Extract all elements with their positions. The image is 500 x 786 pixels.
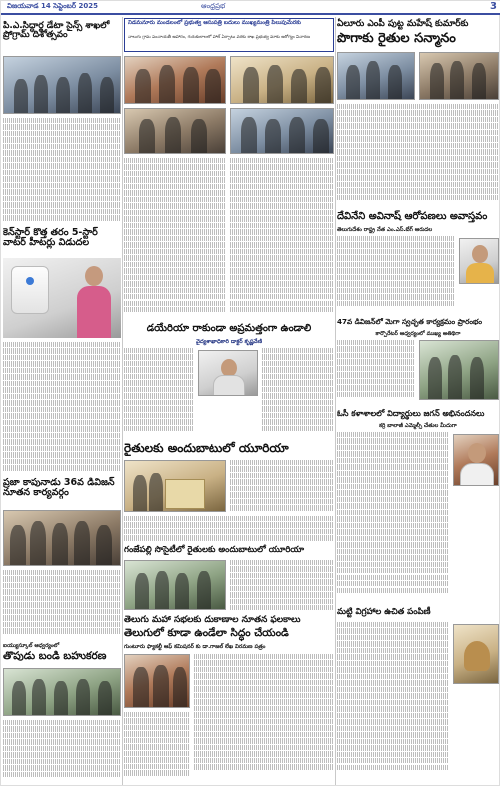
headline: దేవినేని అవినాష్ ఆరోపణలు అవాస్తవం [337, 211, 488, 222]
headline: ఏలూరు ఎంపీ పుట్ట మహేష్ కుమార్‌కు [337, 19, 469, 29]
column-divider [335, 17, 336, 785]
banner-line: నిడమనూరు మండలంలో ప్రభుత్వ ఆసుపత్రి బదులు ముఖ్యమంత్రి పిలుపుమేరకు [128, 20, 301, 26]
product-photo [3, 258, 121, 338]
article-body [337, 432, 449, 602]
subheadline: వైద్యశాఖాధికారి డాక్టర్ కృష్ణవేణి [195, 339, 263, 345]
doctor-photo [198, 350, 258, 396]
news-photo [124, 654, 190, 708]
subheadline: తెలుగుదేశం రాష్ట్ర నేత ఎం.ఎస్.బేగ్ ఆరుదల [337, 227, 433, 233]
news-photo [124, 460, 226, 512]
news-photo [124, 560, 226, 610]
news-photo [3, 56, 121, 114]
news-photo [337, 52, 415, 100]
article-body [3, 342, 121, 472]
subheadline: కర్రి బాలాజీ ఎమ్మెల్సీ చేతుల మీదుగా [379, 423, 457, 429]
headline: తెలుగులో కూడా ఉండేలా సిద్ధం చేయండి [124, 627, 289, 639]
portrait-photo [459, 238, 499, 284]
column-middle [124, 18, 334, 784]
news-photo [3, 510, 121, 566]
headline: కెన్‌స్టార్ కొత్త తరం 5-స్టార్ వాటర్ హీటర్లు విడుదల [3, 227, 98, 248]
headline: పొగాకు రైతుల సన్మానం [337, 31, 456, 46]
news-photo [124, 108, 226, 154]
article-body [3, 720, 121, 782]
headline: గంజేపల్లి సొసైటీలో రైతులకు అందుబాటులో యూరియా [124, 545, 305, 555]
column-right [337, 18, 499, 784]
column-divider [122, 17, 123, 785]
news-photo [3, 668, 121, 716]
news-photo [230, 56, 334, 104]
kicker: ఐయ్యుస్కూల్ ఆధ్వర్యంలో [3, 643, 60, 649]
headline: తెలుగు మహా సభలకు దుకాణాల నూతన ఫలకాలు [124, 615, 301, 625]
masthead: ఆంధ్రప్రభ [201, 2, 226, 10]
article-body [337, 622, 449, 780]
article-body [230, 560, 334, 610]
article-body [124, 712, 190, 780]
headline: మట్టి విగ్రహాల ఉచిత పంపిణీ [337, 607, 431, 617]
article-body [3, 118, 121, 222]
article-body [194, 654, 334, 780]
article-body [230, 460, 334, 512]
portrait-photo [453, 434, 499, 486]
article-body [337, 236, 455, 312]
news-photo [453, 624, 499, 684]
article-body [124, 516, 334, 542]
news-photo [419, 52, 499, 100]
page-number: 3 [490, 1, 497, 12]
water-heater-image [11, 266, 49, 314]
article-body [124, 348, 194, 436]
page-header [1, 1, 500, 15]
headline: తొపుడు బండి బహుకరణ [3, 650, 107, 662]
top-banner [124, 18, 334, 52]
news-photo [230, 108, 334, 154]
article-body [337, 340, 415, 402]
column-left [3, 18, 121, 784]
headline: ఓసీ కళాశాలలో విద్యార్థులు జగన్‌ అభినందనలు [337, 409, 485, 418]
headline: 47వ డివిజన్‌లో మెగా స్వచ్ఛత కార్యక్రమం ప్రారంభం [337, 317, 483, 326]
headline: రైతులకు అందుబాటులో యూరియా [124, 441, 289, 455]
news-photo [124, 56, 226, 104]
headline: ప్రజా కాపునాడు 36వ డివిజన్ నూతన కార్యవర్గం [3, 477, 115, 498]
news-photo [419, 340, 499, 400]
subheadline: కార్పొరేటర్ ఆధ్వర్యంలో ముఖ్య అతిథిగా [375, 331, 461, 337]
banner-subline: నాలుగు గ్రామ పంచాయతీ ఆహారం, గురుకులాలలో హాల్ ఏర్పాటు వరకు శాఖ ప్రభుత్వ మాకు ఆరోగ్యం విచారణ [128, 35, 310, 40]
article-body [230, 158, 334, 318]
article-body [124, 158, 226, 318]
subheadline: గుంటూరు ఫ్యాకల్టీ ఆఫ్ కమిషనర్ కు డా.గాజల్ లేఖ విరమణ పత్రం [124, 644, 266, 650]
article-body [337, 104, 499, 204]
article-body [3, 570, 121, 638]
headline: డయేరియా రాకుండా అప్రమత్తంగా ఉండాలి [146, 323, 312, 334]
article-body [262, 348, 334, 436]
headline: పి.ఎ.సిద్ధార్థ డేటా సైన్స్ శాఖలో ప్రోగ్రామ్ దిశోత్సవం [3, 21, 110, 41]
edition-date: విజయవాడ 14 సెప్టెంబర్ 2025 [7, 2, 98, 10]
